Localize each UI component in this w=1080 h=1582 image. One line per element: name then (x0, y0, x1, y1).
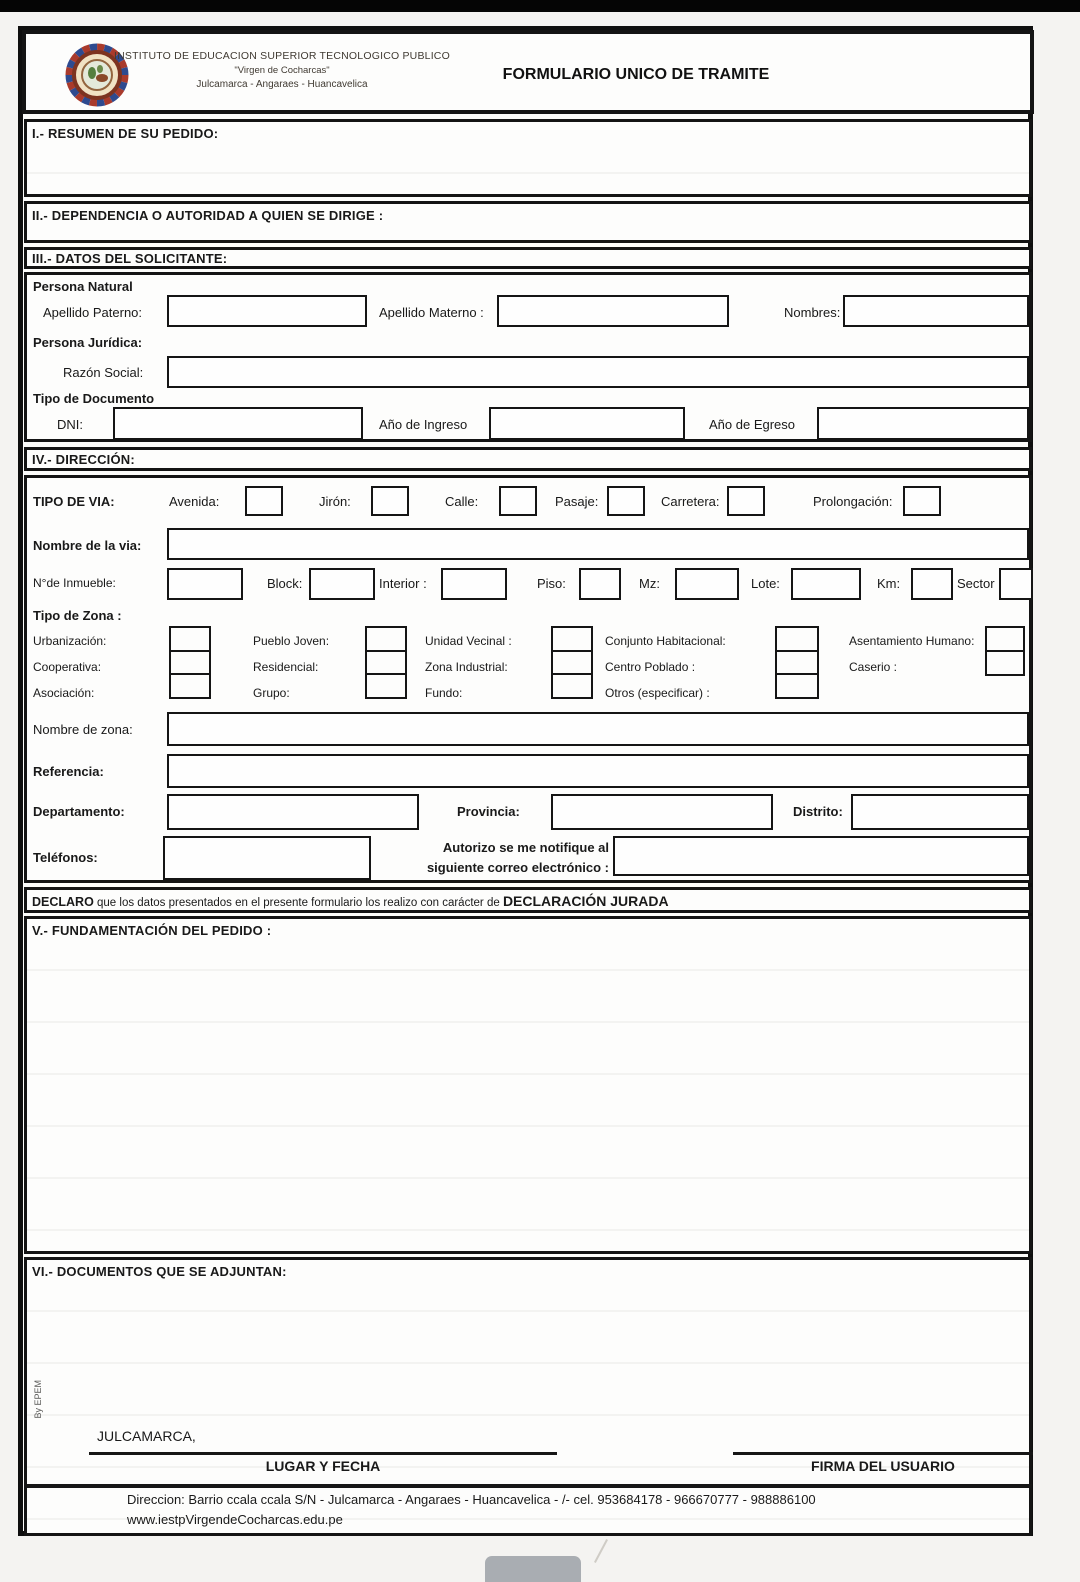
correo-electronico-input[interactable] (613, 836, 1029, 876)
centro-poblado-label: Centro Poblado : (605, 660, 696, 674)
section-documentos (24, 1257, 1032, 1536)
km-label: Km: (877, 576, 901, 591)
urbanizacion-checkbox[interactable] (169, 626, 211, 652)
declaro-emphasis: DECLARACIÓN JURADA (502, 893, 669, 909)
correo-autorizo-label (387, 838, 609, 878)
interior-input[interactable] (441, 568, 507, 600)
nombres-label: Nombres: (784, 305, 841, 320)
numero-inmueble-label: N°de Inmueble: (33, 576, 116, 590)
prolongacion-label: Prolongación: (813, 494, 893, 509)
razon-social-input[interactable] (167, 356, 1029, 388)
apellido-paterno-input[interactable] (167, 295, 367, 327)
byepem-watermark: By EPEM (33, 1380, 43, 1419)
resumen-pedido-input[interactable] (32, 148, 1022, 194)
interior-label: Interior : (379, 576, 427, 591)
numero-inmueble-input[interactable] (167, 568, 243, 600)
persona-natural-label: Persona Natural (33, 279, 133, 294)
zona-industrial-checkbox[interactable] (551, 650, 593, 676)
conjunto-habitacional-label: Conjunto Habitacional: (605, 634, 726, 648)
pasaje-label: Pasaje: (555, 494, 599, 509)
dni-label: DNI: (57, 417, 83, 432)
documentos-input[interactable] (32, 1288, 1024, 1408)
cooperativa-checkbox[interactable] (169, 650, 211, 676)
urbanizacion-label: Urbanización: (33, 634, 107, 648)
calle-label: Calle: (445, 494, 479, 509)
cooperativa-label: Cooperativa: (33, 660, 102, 674)
fundamentacion-input[interactable] (32, 947, 1024, 1247)
section-5-title: V.- FUNDAMENTACIÓN DEL PEDIDO : (32, 923, 272, 938)
declaro-body: que los datos presentados en el presente formulario los realizo con carácter de (93, 897, 503, 909)
fundo-checkbox[interactable] (551, 673, 593, 699)
nombres-input[interactable] (843, 295, 1029, 327)
telefonos-label: Teléfonos: (33, 850, 98, 865)
dependencia-input[interactable] (32, 226, 1022, 240)
referencia-label: Referencia: (33, 764, 104, 779)
referencia-input[interactable] (167, 754, 1029, 788)
anio-ingreso-input[interactable] (489, 407, 685, 440)
anio-ingreso-label: Año de Ingreso (379, 417, 468, 432)
jiron-checkbox[interactable] (371, 486, 409, 516)
correo-label-line2: siguiente correo electrónico : (426, 860, 609, 875)
anio-egreso-label: Año de Egreso (709, 417, 796, 432)
distrito-label: Distrito: (793, 804, 843, 819)
zona-checkbox-stack-3 (551, 626, 593, 699)
section-1-title: I.- RESUMEN DE SU PEDIDO: (32, 126, 219, 141)
persona-juridica-label: Persona Jurídica: (33, 335, 143, 350)
pueblo-joven-label: Pueblo Joven: (253, 634, 330, 648)
provincia-input[interactable] (551, 794, 773, 830)
nombre-via-label: Nombre de la via: (33, 538, 142, 553)
telefonos-input[interactable] (163, 836, 371, 880)
section-dependencia (24, 201, 1032, 243)
otros-checkbox[interactable] (775, 673, 819, 699)
section-3-title: III.- DATOS DEL SOLICITANTE: (32, 251, 228, 266)
sector-input[interactable] (999, 568, 1033, 600)
piso-input[interactable] (579, 568, 621, 600)
tipo-zona-label: Tipo de Zona : (33, 608, 122, 623)
caserio-checkbox[interactable] (985, 650, 1025, 676)
block-label: Block: (267, 576, 303, 591)
caserio-label: Caserio : (849, 660, 898, 674)
departamento-label: Departamento: (33, 804, 125, 819)
section-6-title: VI.- DOCUMENTOS QUE SE ADJUNTAN: (32, 1264, 287, 1279)
correo-label-line1: Autorizo se me notifique al (442, 840, 609, 855)
jiron-label: Jirón: (319, 494, 351, 509)
tipo-documento-label: Tipo de Documento (33, 391, 155, 406)
lugar-fecha-label: LUGAR Y FECHA (265, 1458, 381, 1474)
zona-checkbox-stack-4 (775, 626, 819, 699)
form-title: FORMULARIO UNICO DE TRAMITE (502, 66, 770, 83)
grupo-checkbox[interactable] (365, 673, 407, 699)
centro-poblado-checkbox[interactable] (775, 650, 819, 676)
razon-social-label: Razón Social: (63, 365, 144, 380)
declaro-text (32, 893, 669, 911)
institute-name-block (114, 50, 450, 90)
section-datos-solicitante-body (24, 272, 1032, 442)
lote-input[interactable] (791, 568, 861, 600)
scan-scratch-mark (594, 1539, 608, 1563)
scan-top-black-band (0, 0, 1080, 12)
zona-checkbox-stack-5 (985, 626, 1025, 676)
scan-artifact-blob (485, 1556, 581, 1582)
pasaje-checkbox[interactable] (607, 486, 645, 516)
footer-website: www.iestpVirgendeCocharcas.edu.pe (127, 1512, 343, 1527)
fundo-label: Fundo: (425, 686, 463, 700)
form-header (22, 30, 1034, 114)
nombre-zona-label: Nombre de zona: (33, 722, 133, 737)
calle-checkbox[interactable] (499, 486, 537, 516)
mz-input[interactable] (675, 568, 739, 600)
footer-address: Direccion: Barrio ccala ccala S/N - Julcamarca - Angaraes - Huancavelica - /- cel. 953684178 - 966670777 - 988886100 (127, 1492, 816, 1507)
pueblo-joven-checkbox[interactable] (365, 626, 407, 652)
otros-especificar-label: Otros (especificar) : (605, 686, 710, 700)
section-fundamentacion (24, 916, 1032, 1254)
declaro-prefix: DECLARO (32, 895, 94, 909)
zona-checkbox-stack-2 (365, 626, 407, 699)
nombre-zona-input[interactable] (167, 712, 1029, 746)
mz-label: Mz: (639, 576, 660, 591)
distrito-input[interactable] (851, 794, 1029, 830)
section-4-title: IV.- DIRECCIÓN: (32, 452, 135, 467)
tipo-via-label: TIPO DE VIA: (33, 494, 115, 509)
lugar-fecha-line[interactable] (89, 1452, 557, 1455)
institute-line3: Julcamarca - Angaraes - Huancavelica (196, 79, 368, 90)
section-resumen-pedido (24, 119, 1032, 197)
prolongacion-checkbox[interactable] (903, 486, 941, 516)
lote-label: Lote: (751, 576, 780, 591)
firma-usuario-label: FIRMA DEL USUARIO (811, 1458, 955, 1474)
carretera-label: Carretera: (661, 494, 720, 509)
apellido-materno-input[interactable] (497, 295, 729, 327)
conjunto-habitacional-checkbox[interactable] (775, 626, 819, 652)
asentamiento-humano-checkbox[interactable] (985, 626, 1025, 652)
apellido-paterno-label: Apellido Paterno: (43, 305, 143, 320)
asentamiento-humano-label: Asentamiento Humano: (849, 634, 975, 648)
dni-input[interactable] (113, 407, 363, 440)
section-direccion-header (24, 447, 1032, 471)
footer-divider (24, 1484, 1032, 1488)
section-direccion-body (24, 475, 1032, 883)
city-label: JULCAMARCA, (97, 1428, 196, 1444)
institute-line2: "Virgen de Cocharcas" (234, 65, 330, 76)
block-input[interactable] (309, 568, 375, 600)
nombre-via-input[interactable] (167, 528, 1029, 560)
carretera-checkbox[interactable] (727, 486, 765, 516)
declaro-strip (24, 887, 1032, 913)
apellido-materno-label: Apellido Materno : (379, 305, 484, 320)
anio-egreso-input[interactable] (817, 407, 1029, 440)
unidad-vecinal-label: Unidad Vecinal : (425, 634, 512, 648)
avenida-checkbox[interactable] (245, 486, 283, 516)
unidad-vecinal-checkbox[interactable] (551, 626, 593, 652)
departamento-input[interactable] (167, 794, 419, 830)
institute-line1: INSTITUTO DE EDUCACION SUPERIOR TECNOLOGICO PUBLICO (114, 50, 450, 62)
residencial-checkbox[interactable] (365, 650, 407, 676)
residencial-label: Residencial: (253, 660, 319, 674)
zona-checkbox-stack-1 (169, 626, 211, 699)
section-datos-solicitante-header (24, 247, 1032, 269)
km-input[interactable] (911, 568, 953, 600)
zona-industrial-label: Zona Industrial: (425, 660, 508, 674)
piso-label: Piso: (537, 576, 566, 591)
asociacion-label: Asociación: (33, 686, 95, 700)
section-2-title: II.- DEPENDENCIA O AUTORIDAD A QUIEN SE DIRIGE : (32, 208, 384, 223)
grupo-label: Grupo: (253, 686, 290, 700)
sector-label: Sector (957, 576, 995, 591)
avenida-label: Avenida: (169, 494, 220, 509)
provincia-label: Provincia: (457, 804, 520, 819)
firma-line[interactable] (733, 1452, 1033, 1455)
asociacion-checkbox[interactable] (169, 673, 211, 699)
